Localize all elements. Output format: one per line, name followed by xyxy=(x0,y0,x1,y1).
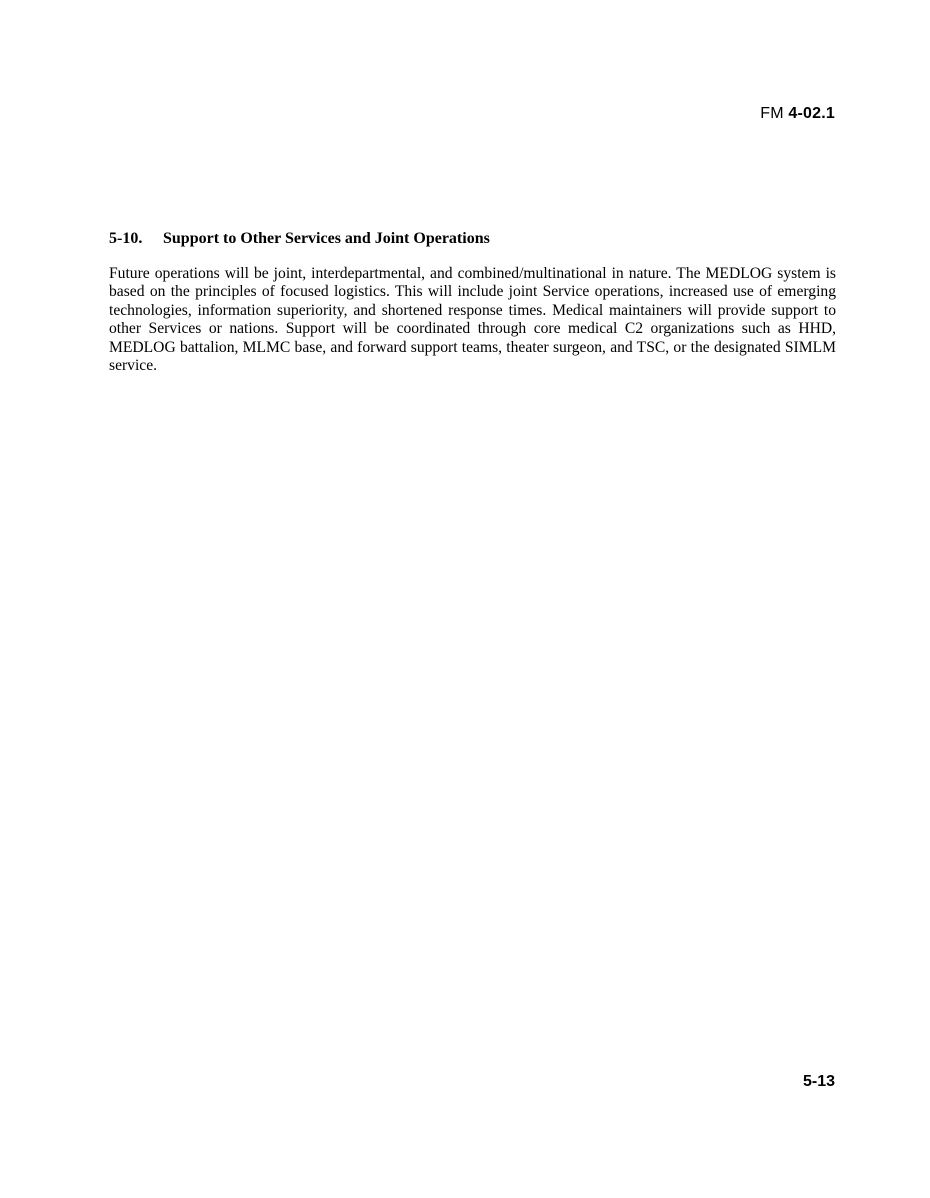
section-number: 5-10. xyxy=(109,230,143,247)
page-header xyxy=(760,105,835,123)
page-number: 5-13 xyxy=(802,1073,835,1090)
section-heading xyxy=(109,229,836,249)
manual-number: 4-02.1 xyxy=(788,105,835,122)
section-paragraph: Future operations will be joint, interdepartmental, and combined/multinational in nature. The MEDLOG system is based on the principles of focused logistics. This will include joint Service operations, increased use of emerging technologies, information superiority, and shortened response times. Medical maintainers will provide support to other Services or nations. Support will be coordinated through core medical C2 organizations such as HHD, MEDLOG battalion, MLMC base, and forward support teams, theater surgeon, and TSC, or the designated SIMLM service. xyxy=(109,265,836,375)
section-5-10 xyxy=(109,229,836,375)
manual-prefix: FM xyxy=(760,105,784,122)
section-title: Support to Other Services and Joint Operations xyxy=(163,230,490,247)
